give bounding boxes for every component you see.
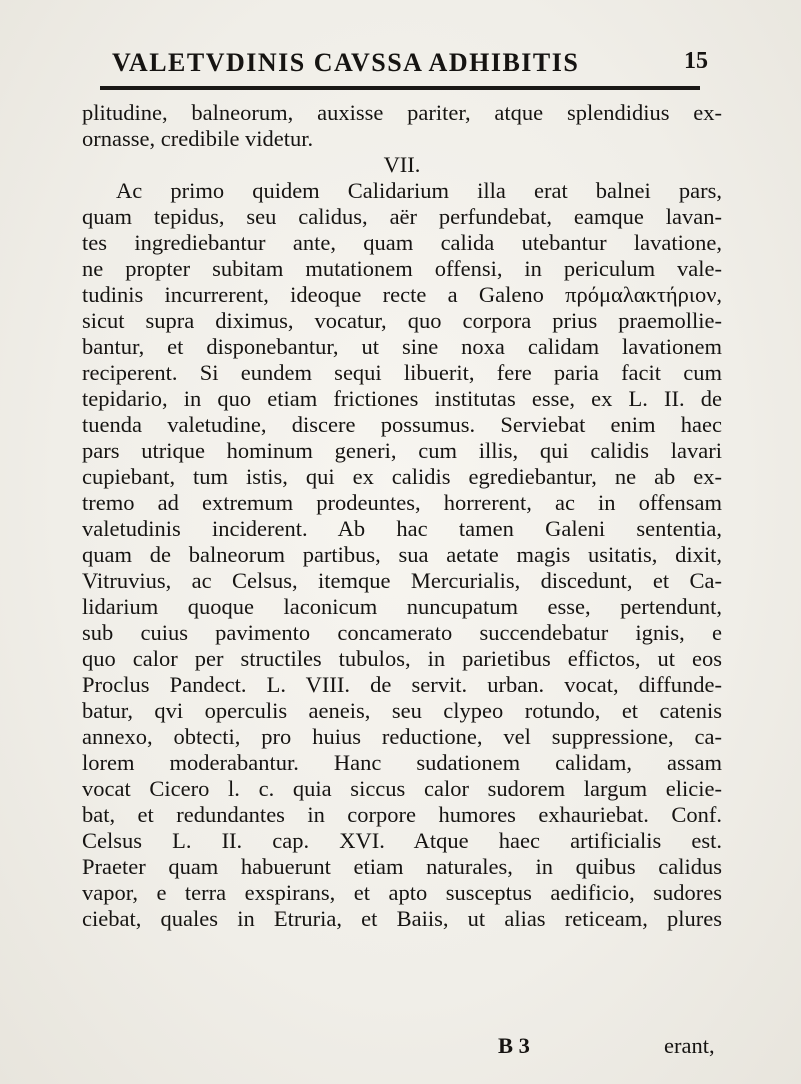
running-title: VALETVDINIS CAVSSA ADHIBITIS (112, 48, 580, 77)
text-line: valetudinis inciderent. Ab hac tamen Galeni sententia, (82, 516, 722, 541)
text-line: Celsus L. II. cap. XVI. Atque haec artificialis est. (82, 828, 722, 853)
text-line: reciperent. Si eundem sequi libuerit, fere paria facit cum (82, 360, 722, 385)
catchword: erant, (664, 1033, 715, 1058)
body-text (82, 100, 722, 932)
text-line: ornasse, credibile videtur. (82, 126, 314, 151)
text-line: ne propter subitam mutationem offensi, in periculum vale- (82, 256, 722, 281)
page-number: 15 (684, 48, 708, 74)
text-line: sub cuius pavimento concamerato succendebatur ignis, e (82, 620, 722, 645)
header-rule (100, 86, 700, 90)
text-line: Vitruvius, ac Celsus, itemque Mercurialis, discedunt, et Ca- (82, 568, 722, 593)
text-line: quam tepidus, seu calidus, aër perfundebat, eamque lavan- (82, 204, 722, 229)
text-line: Praeter quam habuerunt etiam naturales, in quibus calidus (82, 854, 722, 879)
text-line: lorem moderabantur. Hanc sudationem calidam, assam (82, 750, 722, 775)
text-line: annexo, obtecti, pro huius reductione, vel suppressione, ca- (82, 724, 722, 749)
text-line: vocat Cicero l. c. quia siccus calor sudorem largum elicie- (82, 776, 722, 801)
text-line: lidarium quoque laconicum nuncupatum esse, pertendunt, (82, 594, 722, 619)
text-line: sicut supra diximus, vocatur, quo corpora prius praemollie- (82, 308, 722, 333)
text-line: Ac primo quidem Calidarium illa erat balnei pars, (116, 178, 722, 203)
text-line: bat, et redundantes in corpore humores exhauriebat. Conf. (82, 802, 722, 827)
text-line: tuenda valetudine, discere possumus. Serviebat enim haec (82, 412, 722, 437)
text-line: Proclus Pandect. L. VIII. de servit. urban. vocat, diffunde- (82, 672, 722, 697)
text-line: tes ingrediebantur ante, quam calida utebantur lavatione, (82, 230, 722, 255)
text-line: tremo ad extremum prodeuntes, horrerent, ac in offensam (82, 490, 722, 515)
text-line: tepidario, in quo etiam frictiones institutas esse, ex L. II. de (82, 386, 722, 411)
text-line: tudinis incurrerent, ideoque recte a Galeno πρόμαλακτήριον, (82, 282, 722, 307)
text-line: ciebat, quales in Etruria, et Baiis, ut alias reticeam, plures (82, 906, 722, 931)
text-line: quo calor per structiles tubulos, in parietibus effictos, ut eos (82, 646, 722, 671)
text-line: cupiebant, tum istis, qui ex calidis egrediebantur, ne ab ex- (82, 464, 722, 489)
text-line: quam de balneorum partibus, sua aetate magis usitatis, dixit, (82, 542, 722, 567)
signature-mark: B 3 (498, 1033, 530, 1058)
page-header (112, 48, 708, 88)
text-line: plitudine, balneorum, auxisse pariter, atque splendidius ex- (82, 100, 722, 125)
text-line: pars utrique hominum generi, cum illis, qui calidis lavari (82, 438, 722, 463)
text-line: batur, qvi operculis aeneis, seu clypeo rotundo, et catenis (82, 698, 722, 723)
section-number: VII. (383, 152, 421, 177)
text-line: bantur, et disponebantur, ut sine noxa calidam lavationem (82, 334, 722, 359)
text-line: vapor, e terra exspirans, et apto susceptus aedificio, sudores (82, 880, 722, 905)
